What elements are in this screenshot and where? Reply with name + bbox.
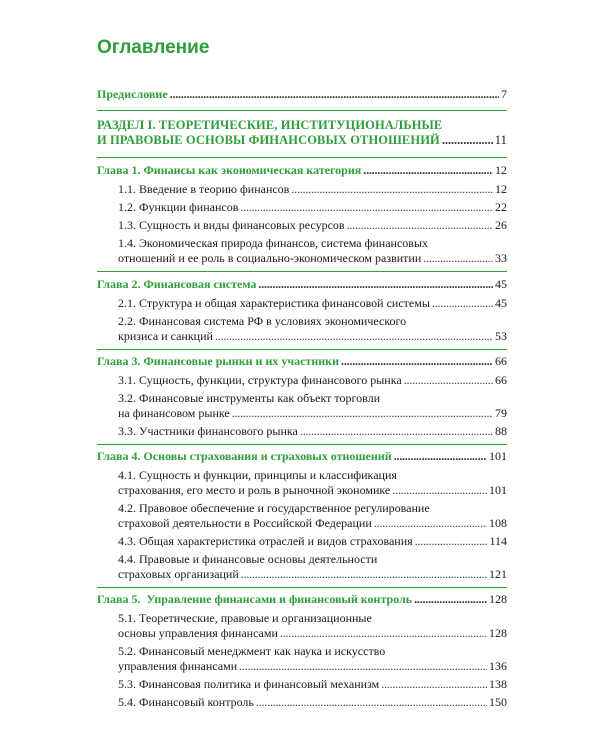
page-number: 79: [495, 406, 507, 420]
toc-entry-5-4[interactable]: [118, 695, 507, 710]
page-number: 128: [489, 592, 507, 606]
toc-entry-5-2[interactable]: [118, 644, 507, 674]
subsection-title: 3.3. Участники финансового рынка: [118, 424, 298, 438]
page-number: 33: [495, 251, 507, 265]
dot-leader: [241, 567, 487, 582]
page-number: 114: [489, 534, 507, 548]
page-number: 66: [495, 354, 507, 368]
page-title: Оглавление: [97, 37, 210, 58]
page-number: 136: [489, 659, 507, 673]
page-number: 88: [495, 424, 507, 438]
toc-entry-4-4[interactable]: [118, 552, 507, 582]
page-number: 7: [501, 87, 507, 101]
chapter-title: Глава 5. Управление финансами и финансовый контроль: [97, 592, 413, 606]
subsection-title-line-2: на финансовом рынке: [118, 406, 230, 420]
subsection-title-line-2: отношений и ее роль в социально-экономическом развитии: [118, 251, 422, 265]
dot-leader: [280, 626, 487, 641]
dot-leader: [170, 87, 499, 102]
dot-leader: [442, 133, 493, 148]
subsection-title-line-1: 4.1. Сущность и функции, принципы и классификация: [118, 468, 397, 482]
toc-entry-2-2[interactable]: [118, 314, 507, 344]
entry-title: Предисловие: [97, 87, 168, 101]
toc-entry-5-1[interactable]: [118, 611, 507, 641]
page-number: 12: [495, 163, 507, 177]
page-number: 22: [495, 200, 507, 214]
toc-entry-2-1[interactable]: [118, 296, 507, 311]
toc-entry-chapter-1[interactable]: [97, 163, 507, 178]
subsection-title-line-2: страховых организаций: [118, 567, 239, 581]
section-title-line-1: РАЗДЕЛ I. ТЕОРЕТИЧЕСКИЕ, ИНСТИТУЦИОНАЛЬНЫЕ: [97, 118, 443, 132]
subsection-title: 1.2. Функции финансов: [118, 200, 239, 214]
chapter-title: Глава 4. Основы страхования и страховых отношений: [97, 449, 392, 463]
subsection-title: 1.1. Введение в теорию финансов: [118, 182, 290, 196]
toc-entry-preface[interactable]: [97, 87, 507, 102]
divider: [97, 271, 507, 272]
page-number: 108: [489, 516, 507, 530]
dot-leader: [423, 251, 493, 266]
dot-leader: [432, 296, 493, 311]
subsection-title-line-2: управления финансами: [118, 659, 238, 673]
subsection-title-line-1: 2.2. Финансовая система РФ в условиях экономического: [118, 314, 407, 328]
subsection-title: 1.3. Сущность и виды финансовых ресурсов: [118, 218, 345, 232]
toc-entry-1-3[interactable]: [118, 218, 507, 233]
divider: [97, 587, 507, 588]
divider: [97, 349, 507, 350]
dot-leader: [363, 163, 493, 178]
toc-entry-3-3[interactable]: [118, 424, 507, 439]
page-number: 11: [494, 133, 507, 147]
page-number: 45: [495, 277, 507, 291]
dot-leader: [291, 182, 493, 197]
subsection-title-line-1: 5.2. Финансовый менеджмент как наука и искусство: [118, 644, 386, 658]
toc-entry-4-3[interactable]: [118, 534, 507, 549]
dot-leader: [256, 695, 487, 710]
divider: [97, 157, 507, 158]
subsection-title-line-2: страхования, его место и роль в рыночной экономике: [118, 483, 391, 497]
page-number: 66: [495, 373, 507, 387]
page-number: 138: [489, 677, 507, 691]
dot-leader: [404, 373, 493, 388]
toc-entry-4-2[interactable]: [118, 501, 507, 531]
toc-entry-5-3[interactable]: [118, 677, 507, 692]
page-number: 12: [495, 182, 507, 196]
toc-entry-1-1[interactable]: [118, 182, 507, 197]
dot-leader: [347, 218, 493, 233]
subsection-title-line-2: страховой деятельности в Российской Федерации: [118, 516, 372, 530]
page-number: 45: [495, 296, 507, 310]
subsection-title-line-1: 3.2. Финансовые инструменты как объект торговли: [118, 391, 381, 405]
subsection-title-line-1: 4.2. Правовое обеспечение и государственное регулирование: [118, 501, 430, 515]
dot-leader: [394, 449, 487, 464]
chapter-title: Глава 1. Финансы как экономическая категория: [97, 163, 362, 177]
dot-leader: [415, 534, 488, 549]
divider: [97, 444, 507, 445]
page-number: 128: [489, 626, 507, 640]
subsection-title-line-1: 5.1. Теоретические, правовые и организационные: [118, 611, 372, 625]
toc-entry-3-1[interactable]: [118, 373, 507, 388]
page-number: 121: [489, 567, 507, 581]
toc-entry-chapter-2[interactable]: [97, 277, 507, 292]
dot-leader: [300, 424, 493, 439]
dot-leader: [240, 200, 493, 215]
dot-leader: [392, 483, 487, 498]
toc-entry-1-2[interactable]: [118, 200, 507, 215]
toc-entry-chapter-5[interactable]: [97, 592, 507, 607]
divider: [97, 110, 507, 111]
dot-leader: [381, 677, 487, 692]
page-number: 53: [495, 329, 507, 343]
dot-leader: [239, 659, 487, 674]
dot-leader: [414, 592, 487, 607]
dot-leader: [215, 329, 493, 344]
page-number: 101: [489, 483, 507, 497]
page-number: 101: [489, 449, 507, 463]
toc-entry-chapter-4[interactable]: [97, 449, 507, 464]
subsection-title-line-2: кризиса и санкций: [118, 329, 213, 343]
dot-leader: [341, 354, 493, 369]
toc-entry-1-4[interactable]: [118, 236, 507, 266]
subsection-title-line-1: 1.4. Экономическая природа финансов, система финансовых: [118, 236, 429, 250]
subsection-title-line-2: основы управления финансами: [118, 626, 278, 640]
chapter-title: Глава 2. Финансовая система: [97, 277, 257, 291]
subsection-title: 3.1. Сущность, функции, структура финансового рынка: [118, 373, 402, 387]
section-title-line-2: И ПРАВОВЫЕ ОСНОВЫ ФИНАНСОВЫХ ОТНОШЕНИЙ: [97, 133, 440, 147]
page-number: 150: [489, 695, 507, 709]
subsection-title: 5.3. Финансовая политика и финансовый механизм: [118, 677, 380, 691]
toc-entry-3-2[interactable]: [118, 391, 507, 421]
toc-entry-section-1[interactable]: [97, 118, 507, 148]
dot-leader: [374, 516, 487, 531]
subsection-title: 2.1. Структура и общая характеристика финансовой системы: [118, 296, 430, 310]
page-number: 26: [495, 218, 507, 232]
dot-leader: [258, 277, 493, 292]
chapter-title: Глава 3. Финансовые рынки и их участники: [97, 354, 340, 368]
toc-entry-4-1[interactable]: [118, 468, 507, 498]
dot-leader: [232, 406, 493, 421]
subsection-title: 5.4. Финансовый контроль: [118, 695, 254, 709]
subsection-title-line-1: 4.4. Правовые и финансовые основы деятельности: [118, 552, 378, 566]
subsection-title: 4.3. Общая характеристика отраслей и видов страхования: [118, 534, 413, 548]
toc-entry-chapter-3[interactable]: [97, 354, 507, 369]
